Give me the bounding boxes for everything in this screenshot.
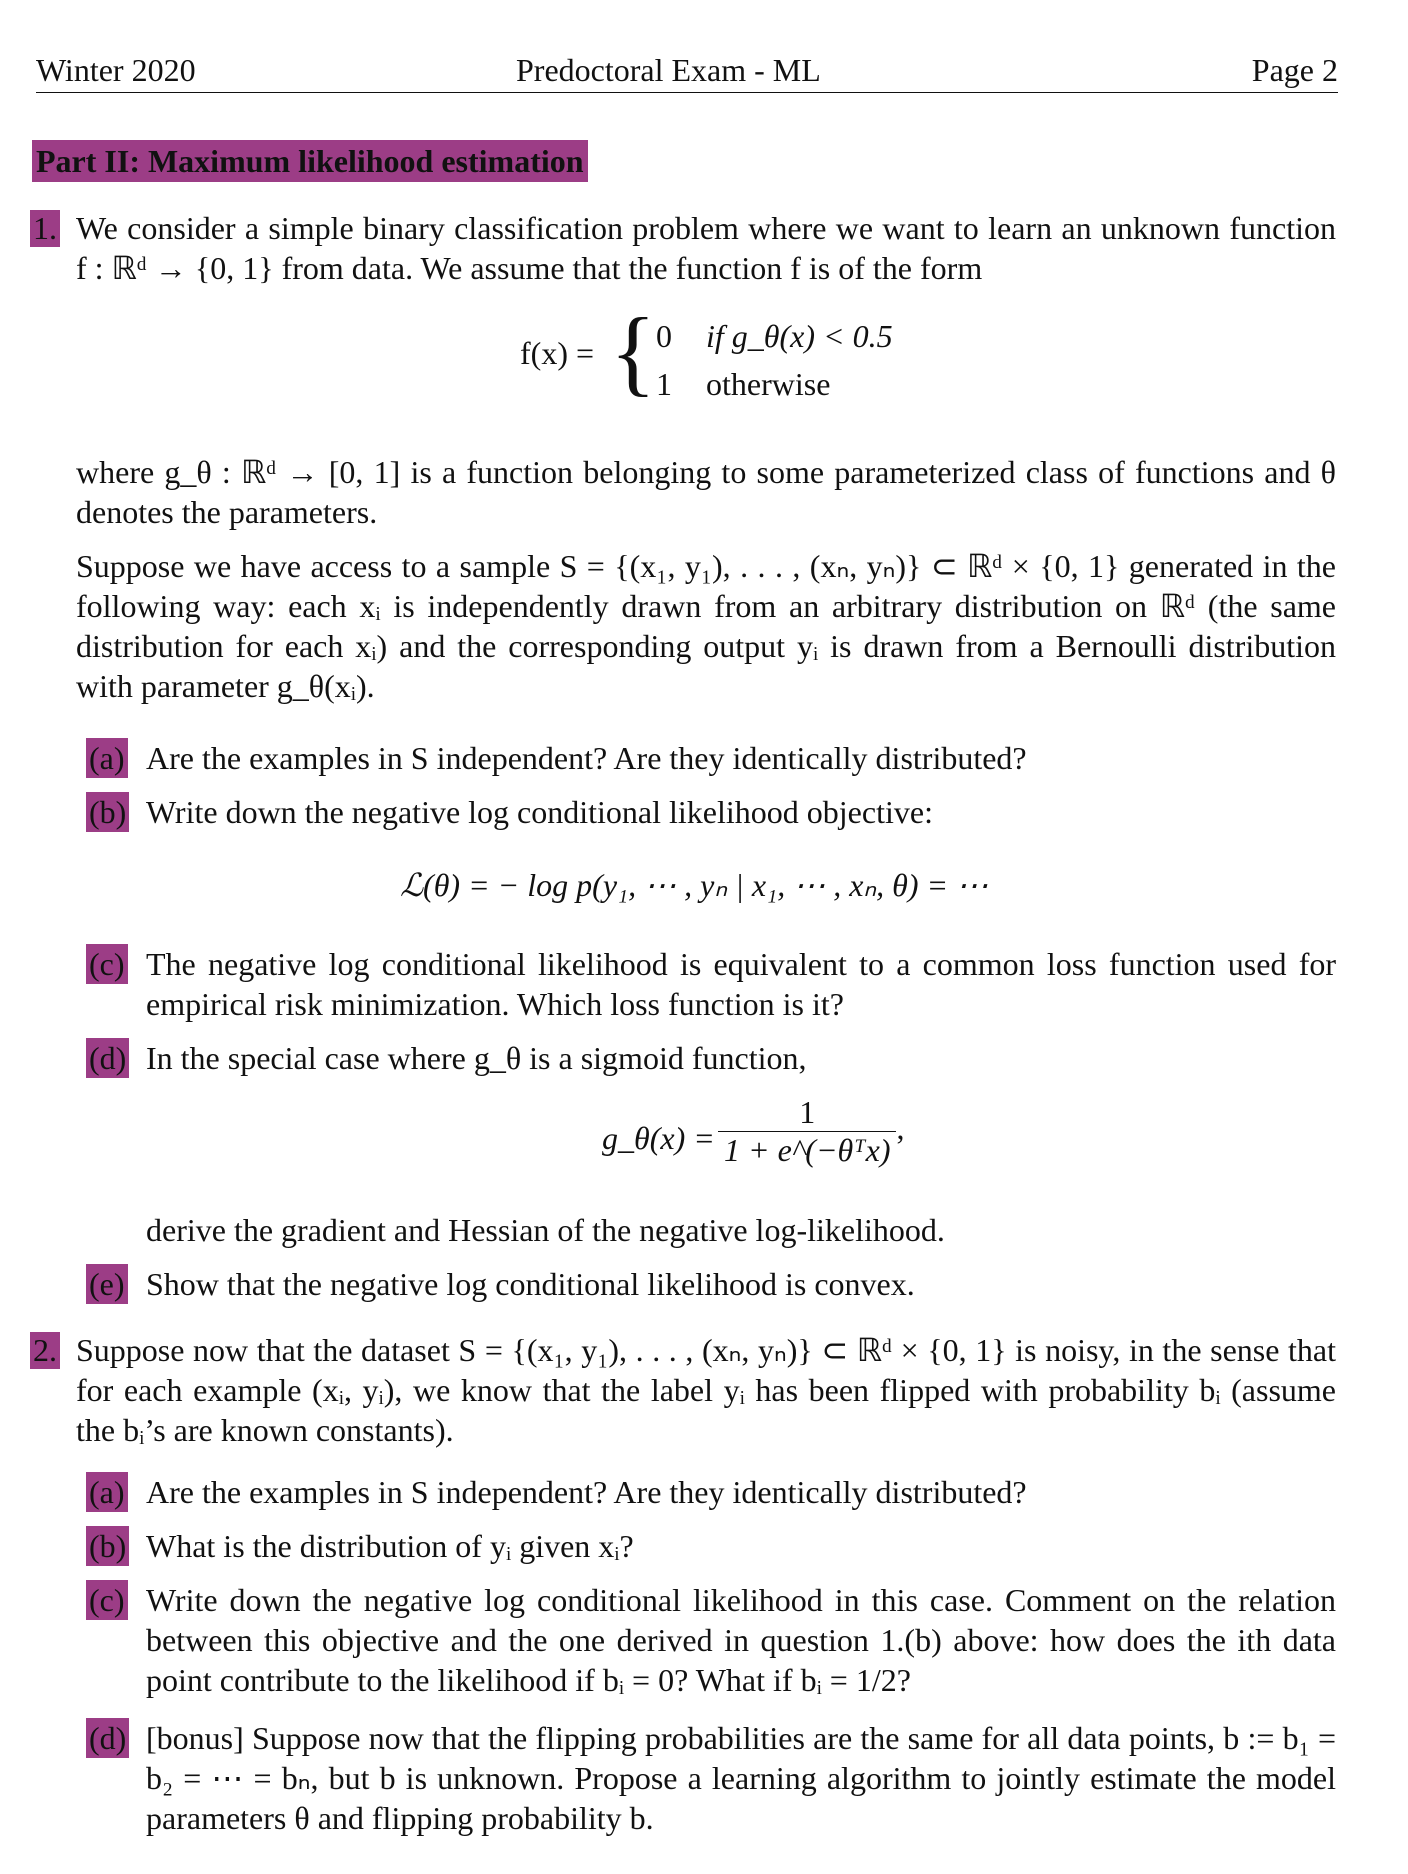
q1c-text: The negative log conditional likelihood is equivalent to a common loss function used for empirical risk minimization. Which loss function is it? xyxy=(146,946,1336,1022)
header-term: Winter 2020 xyxy=(36,52,196,88)
q2-number: 2. xyxy=(30,1332,60,1369)
q1-eq-case1-condition: if g_θ(x) < 0.5 xyxy=(706,318,893,354)
exam-page: Winter 2020 Predoctoral Exam - ML Page 2 Part II: Maximum likelihood estimation 1. We consider a simple binary classification problem where we want to learn an unknown function f : ℝᵈ → {0, 1} from data. We assume that the function f is of the form f(x) = { 0 if g_θ(x) < 0.5 1 otherwise where g_θ : ℝᵈ → [0, 1] is a function belonging to some parameterized class of functions and θ denotes the parameters. Suppose we have access to a sample S = {(x₁, y₁), . . . , (xₙ, yₙ)} ⊂ ℝᵈ × {0, 1} generated in the following way: each xᵢ is independently drawn from an arbitrary distribution on ℝᵈ (the same distribution for each xᵢ) and the corresponding output yᵢ is drawn from a Bernoulli distribution with parameter g_θ(xᵢ). (a) Are the examples in S independent? Are they identically distributed? (b) Write down the negative log conditional likelihood objective: ℒ(θ) = − log p(y₁, ⋯ , yₙ | x₁, ⋯ , xₙ, θ) = ⋯ (c) The negative log conditional likelihood is equivalent to a common loss function used for empirical risk minimization. Which loss function is it? (d) In the special case where g_θ is a sigmoid function, g_θ(x) = $\frac{1}{\text{1 + e\textasciicircum{}(−θᵀx)}}$ , derive the gradient and Hessian of the negative log-likelihood. (e) Show that the negative log conditional likelihood is convex. 2. Suppose now that the dataset S = {(x₁, y₁), . . . , (xₙ, yₙ)} ⊂ ℝᵈ × {0, 1} is noisy, in the sense that for each example (xᵢ, yᵢ), we know that the label yᵢ has been flipped with probability bᵢ (assume the bᵢ’s are known constants). (a) Are the examples in S independent? Are they identically distributed? (b) What is the distribution of yᵢ given xᵢ? (c) Write down the negative log conditional likelihood in this case. Comment on the relation between this objective and the one derived in question 1.(b) above: how does the ith data point contribute to the likelihood if bᵢ = 0? What if bᵢ = 1/2? (d) [bonus] Suppose now that the flipping probabilities are the same for all data points, b := b₁ = b₂ = ⋯ = bₙ, but b is unknown. Propose a learning algorithm to jointly estimate the model parameters θ and flipping probability b. xyxy=(0,0,1408,1874)
q1a-text: Are the examples in S independent? Are they identically distributed? xyxy=(146,740,1027,776)
page-header xyxy=(36,52,1338,93)
q1-eq-case2-value: 1 xyxy=(656,366,672,402)
q1d-label: (d) xyxy=(86,1038,129,1078)
q1d-text: In the special case where g_θ is a sigmoid function, xyxy=(146,1040,807,1076)
q1d-text2: derive the gradient and Hessian of the negative log-likelihood. xyxy=(146,1212,945,1248)
header-page-number: Page 2 xyxy=(1251,52,1338,88)
part-title: Part II: Maximum likelihood estimation xyxy=(32,140,588,182)
q1-where-text: where g_θ : ℝᵈ → [0, 1] is a function belonging to some parameterized class of functions and θ denotes the parameters. xyxy=(76,454,1336,530)
q1d-eq-tail: , xyxy=(896,1109,905,1146)
q1-eq-f-lhs: f(x) = xyxy=(520,335,595,371)
header-title: Predoctoral Exam - ML xyxy=(516,52,821,88)
q1-intro: We consider a simple binary classification problem where we want to learn an unknown function f : ℝᵈ → {0, 1} from data. We assume that the function f is of the form xyxy=(76,210,1336,286)
q2d-label: (d) xyxy=(86,1718,129,1758)
q1-sample-text: Suppose we have access to a sample S = {(x₁, y₁), . . . , (xₙ, yₙ)} ⊂ ℝᵈ × {0, 1} generated in the following way: each xᵢ is independently drawn from an arbitrary distribution on ℝᵈ (the same distribution for each xᵢ) and the corresponding output yᵢ is drawn from a Bernoulli distribution with parameter g_θ(xᵢ). xyxy=(76,548,1336,704)
q2-intro: Suppose now that the dataset S = {(x₁, y₁), . . . , (xₙ, yₙ)} ⊂ ℝᵈ × {0, 1} is noisy, in the sense that for each example (xᵢ, yᵢ), we know that the label yᵢ has been flipped with probability bᵢ (assume the bᵢ’s are known constants). xyxy=(76,1332,1336,1448)
q1d-eq-numerator: 1 xyxy=(718,1094,896,1132)
q2b-label: (b) xyxy=(86,1526,129,1566)
q1e-label: (e) xyxy=(86,1264,128,1304)
q1-eq-case2-condition: otherwise xyxy=(706,366,831,402)
q1d-eq-denominator: 1 + e^(−θᵀx) xyxy=(724,1132,891,1168)
q1c-label: (c) xyxy=(86,944,128,984)
q2b-text: What is the distribution of yᵢ given xᵢ? xyxy=(146,1528,634,1564)
q1e-text: Show that the negative log conditional likelihood is convex. xyxy=(146,1266,915,1302)
q2a-label: (a) xyxy=(86,1472,128,1512)
q1-number: 1. xyxy=(30,210,60,247)
q1b-label: (b) xyxy=(86,792,129,832)
q1d-eq-fraction xyxy=(718,1094,904,1169)
q2c-label: (c) xyxy=(86,1580,128,1620)
q2c-text: Write down the negative log conditional likelihood in this case. Comment on the relation between this objective and the one derived in question 1.(b) above: how does the ith data point contribute to the likelihood if bᵢ = 0? What if bᵢ = 1/2? xyxy=(146,1582,1336,1698)
q1-eq-case1-value: 0 xyxy=(656,318,672,354)
q2a-text: Are the examples in S independent? Are they identically distributed? xyxy=(146,1474,1027,1510)
q1b-equation: ℒ(θ) = − log p(y₁, ⋯ , yₙ | x₁, ⋯ , xₙ, θ) = ⋯ xyxy=(400,867,989,903)
q1d-eq-lhs: g_θ(x) = xyxy=(602,1120,715,1156)
q1b-text: Write down the negative log conditional likelihood objective: xyxy=(146,794,933,830)
q1a-label: (a) xyxy=(86,738,128,778)
q2d-text: [bonus] Suppose now that the flipping probabilities are the same for all data points, b := b₁ = b₂ = ⋯ = bₙ, but b is unknown. Propose a learning algorithm to jointly estimate the model parameters θ and flipping probability b. xyxy=(146,1720,1336,1836)
